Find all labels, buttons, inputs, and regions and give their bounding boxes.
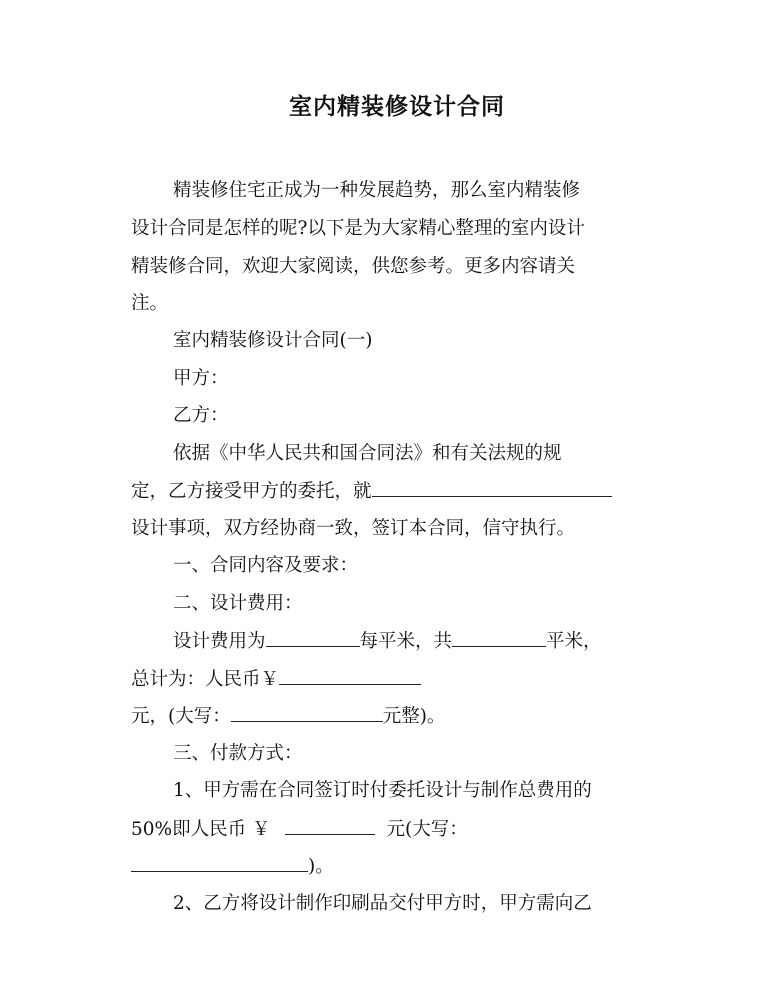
paragraph-line: 注。 bbox=[131, 293, 169, 314]
paragraph-text: 每平米，共 bbox=[359, 631, 453, 652]
paragraph-line: 设计事项，双方经协商一致，签订本合同，信守执行。 bbox=[131, 518, 576, 539]
paragraph-line: 精装修住宅正成为一种发展趋势，那么室内精装修 bbox=[173, 180, 581, 201]
paragraph-line: 2、乙方将设计制作印刷品交付甲方时，甲方需向乙 bbox=[173, 893, 592, 914]
fill-blank bbox=[372, 478, 612, 497]
fill-blank bbox=[452, 628, 546, 647]
paragraph-line: 1、甲方需在合同签订时付委托设计与制作总费用的 bbox=[173, 780, 592, 801]
fill-blank bbox=[266, 628, 360, 647]
paragraph-text: 总计为：人民币￥ bbox=[131, 669, 280, 690]
paragraph-line bbox=[131, 478, 612, 505]
paragraph-line bbox=[173, 628, 602, 655]
party-b-label: 乙方： bbox=[173, 405, 229, 426]
paragraph-line bbox=[131, 703, 445, 730]
fill-blank bbox=[285, 816, 375, 835]
paragraph-text: 元，(大写： bbox=[131, 706, 231, 727]
paragraph-text: 平米， bbox=[546, 631, 602, 652]
paragraph-line: 依据《中华人民共和国合同法》和有关法规的规 bbox=[173, 443, 562, 464]
fill-blank bbox=[231, 703, 383, 722]
paragraph-text: 元(大写： bbox=[386, 819, 468, 840]
paragraph-line bbox=[131, 666, 421, 693]
contract-heading: 室内精装修设计合同(一) bbox=[173, 330, 373, 351]
paragraph-line: 设计合同是怎样的呢?以下是为大家精心整理的室内设计 bbox=[131, 218, 585, 239]
section-heading: 三、付款方式： bbox=[173, 743, 303, 764]
section-heading: 一、合同内容及要求： bbox=[173, 555, 359, 576]
paragraph-text: 元整)。 bbox=[382, 706, 446, 727]
party-a-label: 甲方： bbox=[173, 368, 229, 389]
paragraph-text: 50%即人民币 ￥ bbox=[131, 819, 271, 840]
paragraph-text: )。 bbox=[308, 856, 334, 877]
document-title: 室内精装修设计合同 bbox=[289, 94, 505, 120]
paragraph-text: 定，乙方接受甲方的委托，就 bbox=[131, 481, 372, 502]
paragraph-line bbox=[131, 853, 334, 880]
paragraph-text: 设计费用为 bbox=[173, 631, 266, 652]
fill-blank bbox=[131, 853, 308, 872]
paragraph-line bbox=[131, 816, 468, 843]
paragraph-line: 精装修合同，欢迎大家阅读，供您参考。更多内容请关 bbox=[131, 256, 576, 277]
section-heading: 二、设计费用： bbox=[173, 593, 303, 614]
fill-blank bbox=[279, 666, 421, 685]
